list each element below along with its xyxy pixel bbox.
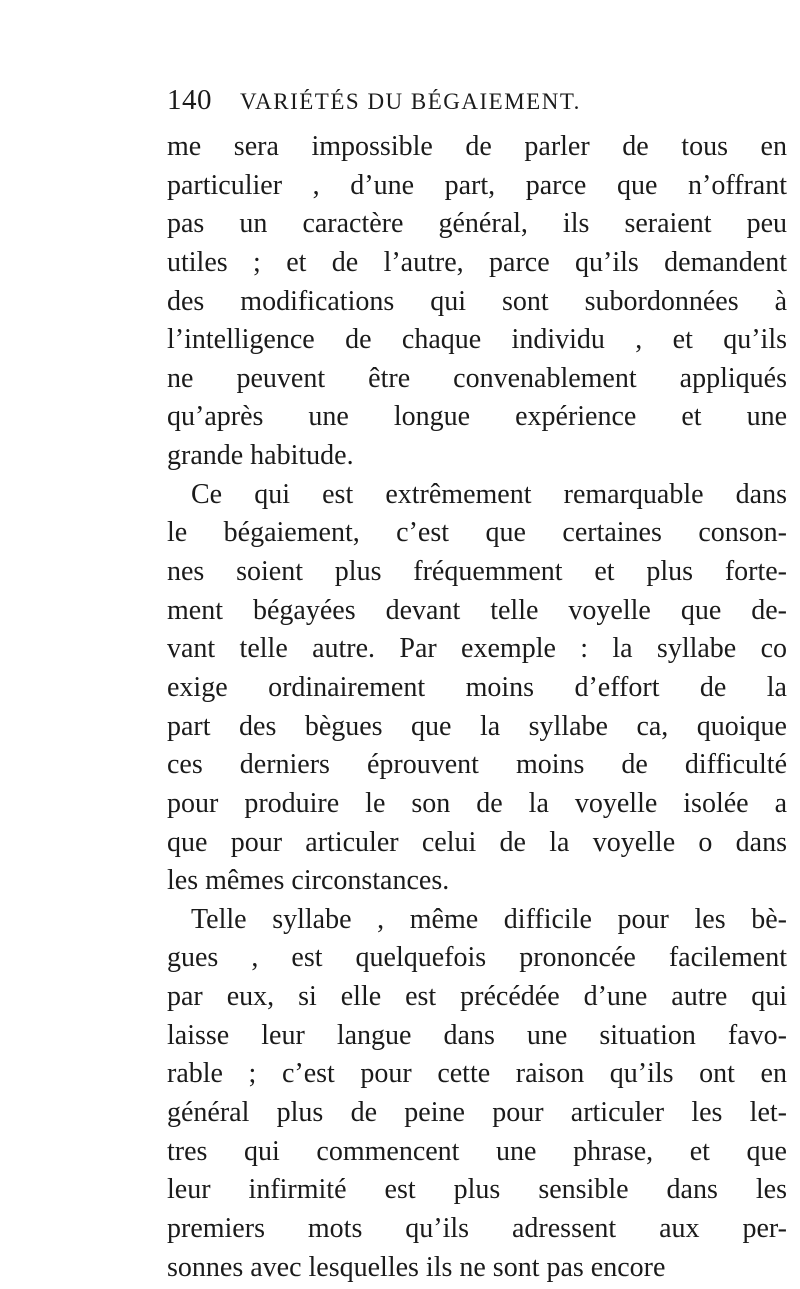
text-line: leur infirmité est plus sensible dans les — [167, 1174, 787, 1206]
text-line: l’intelligence de chaque individu , et qu’ils — [167, 324, 787, 356]
text-line: Telle syllabe , même difficile pour les bè- — [191, 903, 787, 935]
text-line: me sera impossible de parler de tous en — [167, 131, 787, 162]
page-number: 140 — [167, 84, 212, 116]
running-head — [167, 84, 647, 124]
text-line: nes soient plus fréquemment et plus forte- — [167, 556, 787, 588]
text-line: des modifications qui sont subordonnées à — [167, 285, 787, 317]
text-line: ces derniers éprouvent moins de difficulté — [167, 749, 787, 781]
text-line: sonnes avec lesquelles ils ne sont pas encore — [167, 1251, 666, 1283]
text-line: qu’après une longue expérience et une — [167, 401, 787, 433]
text-line: tres qui commencent une phrase, et que — [167, 1135, 787, 1167]
text-line: premiers mots qu’ils adressent aux per- — [167, 1212, 787, 1244]
text-line: gues , est quelquefois prononcée facilement — [167, 942, 787, 974]
text-line: les mêmes circonstances. — [167, 865, 450, 897]
text-line: le bégaiement, c’est que certaines conson- — [167, 517, 787, 549]
text-line: Ce qui est extrêmement remarquable dans — [191, 478, 787, 510]
text-line: particulier , d’une part, parce que n’offrant — [167, 169, 787, 201]
running-title: VARIÉTÉS DU BÉGAIEMENT. — [240, 89, 581, 114]
text-line: général plus de peine pour articuler les let- — [167, 1097, 787, 1129]
body-text — [167, 128, 800, 1287]
text-line: pour produire le son de la voyelle isolée a — [167, 787, 787, 819]
text-line: vant telle autre. Par exemple : la syllabe co — [167, 633, 787, 665]
text-line: par eux, si elle est précédée d’une autre qui — [167, 981, 787, 1013]
text-line: exige ordinairement moins d’effort de la — [167, 671, 787, 703]
text-line: laisse leur langue dans une situation favo- — [167, 1019, 787, 1051]
text-line: pas un caractère général, ils seraient peu — [167, 208, 787, 240]
text-line: rable ; c’est pour cette raison qu’ils ont en — [167, 1058, 787, 1090]
text-line: part des bègues que la syllabe ca, quoique — [167, 710, 787, 742]
text-line: que pour articuler celui de la voyelle o dans — [167, 826, 787, 858]
text-line: ment bégayées devant telle voyelle que de- — [167, 594, 787, 626]
text-line: utiles ; et de l’autre, parce qu’ils demandent — [167, 246, 787, 278]
text-line: grande habitude. — [167, 440, 354, 472]
text-line: ne peuvent être convenablement appliqués — [167, 362, 787, 394]
